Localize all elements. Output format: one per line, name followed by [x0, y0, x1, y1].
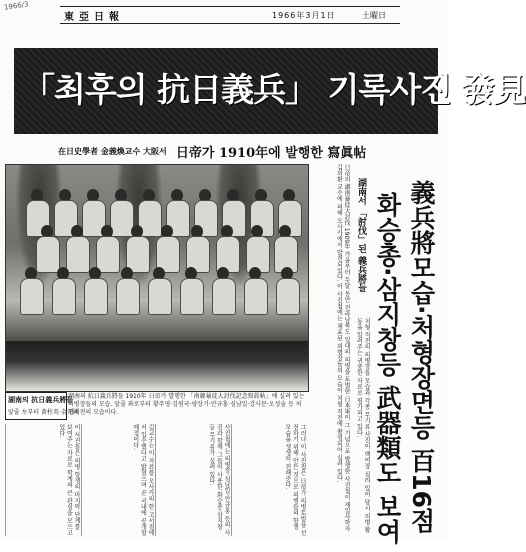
vertical-headline-2: 화승총·삼지창등 武器類도 보여: [373, 192, 402, 544]
photo-person: [276, 267, 298, 313]
issue-date: 1966年3月1日: [272, 11, 336, 20]
body-column: 김교수는 이 자료를 오사카의 한 고서점에서 입수했다고 밝혔으며 곧 국내에 공개할 예정이다.: [81, 424, 154, 536]
photo-person: [180, 267, 202, 313]
photo-person: [148, 267, 170, 313]
photo-person-body: [148, 278, 172, 315]
photo-person-body: [52, 278, 76, 315]
subhead-byline: 在日史學者 金義煥교수 大阪서: [58, 147, 167, 156]
photo-person: [212, 267, 234, 313]
subhead: [58, 141, 438, 161]
photo-person: [84, 267, 106, 313]
body-columns: [5, 424, 307, 536]
photo-caption-sub: 앞줄 左부터 黄柱英·金元國: [8, 409, 79, 416]
photo-person-body: [20, 278, 44, 315]
masthead: [60, 6, 400, 24]
narrow-column: 日帝의 湖南暴徒大討伐 1909年 가을부터 두달 동안 전라남북도 일대의 의병을 토벌한 日本軍이 그 기념으로 발행한 사진첩이 재일사학자 김의환 교수에 의해 오사카에서 발견되었다. 이 사진첩에는 체포된 의병장들의 모습이 처형 직전에 촬영되어 실려 있다.: [335, 164, 350, 532]
photo-person: [216, 225, 238, 271]
photo-person: [126, 225, 148, 271]
paper-name: 東亞日報: [64, 12, 124, 23]
photo-person-body: [116, 278, 140, 315]
photo-person-body: [276, 278, 300, 315]
photo-person: [156, 225, 178, 271]
photo-person: [246, 225, 268, 271]
photo-person: [66, 225, 88, 271]
photo-person: [274, 225, 296, 271]
photo-person: [96, 225, 118, 271]
photo-person: [116, 267, 138, 313]
photo-person: [20, 267, 42, 313]
photo-person: [186, 225, 208, 271]
photo-person: [36, 225, 58, 271]
photo-person-body: [84, 278, 108, 315]
photo-caption: 湖南의 抗日義兵將들 1910年 日帝가 발행한 「南韓暴徒大討伐記念寫眞帖」에 실려 있는 의병장들의 모습. 앞줄 좌로부터 황주영·김원국·양상기·안규홍·심남일·강사문·오성술 등 처형직전의 모습이다.: [68, 393, 305, 416]
group-photo: [5, 164, 309, 392]
headline: 「최후의 抗日義兵」 기록사진 發見: [22, 70, 526, 109]
mini-headline: 湖南서 「討伐」된 義兵將들: [356, 178, 366, 293]
issue-day: 土曜日: [362, 11, 386, 20]
body-column: 사진첩에는 의병장 심남일·안규홍 등의 사진과 함께 그들이 사용한 화승총·삼지창 등 무기류가 실려 있다.: [155, 424, 230, 536]
side-column: 처형 직전의 의병장들 모습과 각종 무기류 사진이 백여장 실려 있어 당시 의병 활동을 알려주는 귀중한 자료로 평가되고 있다.: [355, 318, 370, 533]
photo-person-body: [212, 278, 236, 315]
photo-person-body: [244, 278, 268, 315]
handwritten-note: 1966/3: [3, 0, 30, 12]
photo-person-body: [180, 278, 204, 315]
body-column: 그러나 이 사진첩은 日帝가 의병토벌을 선전하기 위해 만든 것으로 의병들의 항쟁 모습을 생생히 전해준다.: [231, 424, 306, 536]
photo-ground: [6, 341, 308, 391]
vertical-headline-1: 義兵將모습·처형장면등 百16점: [407, 180, 436, 533]
subhead-main: 日帝가 1910年에 발행한 寫眞帖: [175, 146, 367, 161]
photo-person: [52, 267, 74, 313]
photo-caption-box: [5, 392, 79, 420]
photo-caption-title: 湖南의 抗日義兵將들: [8, 396, 73, 404]
body-column: 이 사진들은 의병 항쟁의 마지막 단계를 보여주는 자료로 학계의 큰 관심을 모으고 있다.: [5, 424, 80, 536]
photo-person: [244, 267, 266, 313]
